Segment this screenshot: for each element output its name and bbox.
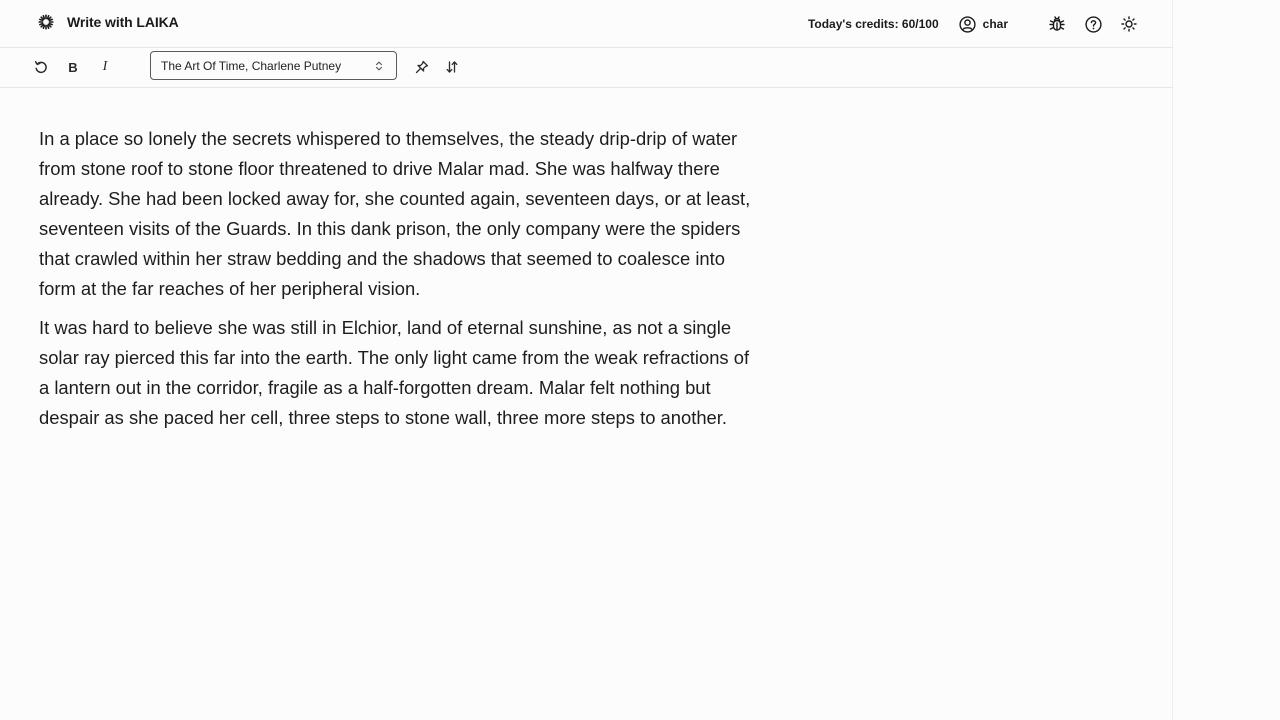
- credits-counter: Today's credits: 60/100: [807, 17, 939, 31]
- persona-select-value: The Art Of Time, Charlene Putney: [161, 58, 342, 73]
- top-bar: [0, 0, 1172, 48]
- undo-icon: [34, 60, 48, 74]
- user-menu[interactable]: [959, 16, 1008, 33]
- sort-arrows-icon: [445, 60, 459, 74]
- chevron-updown-icon: [374, 60, 384, 72]
- user-name: char: [982, 17, 1008, 31]
- brand[interactable]: [38, 14, 179, 30]
- bug-icon: [1048, 15, 1066, 33]
- panel-divider: [1172, 0, 1173, 720]
- pin-button[interactable]: [412, 58, 432, 76]
- bold-button[interactable]: B: [68, 59, 78, 75]
- help-circle-icon: [1085, 16, 1102, 33]
- app-title: Write with LAIKA: [67, 14, 179, 30]
- bug-report-button[interactable]: [1048, 15, 1066, 33]
- pin-icon: [415, 60, 429, 74]
- laika-sunburst-icon: [38, 14, 54, 30]
- italic-button[interactable]: I: [102, 59, 108, 74]
- sort-button[interactable]: [442, 58, 462, 76]
- paragraph-1[interactable]: In a place so lonely the secrets whispered to themselves, the steady drip-drip of water from stone roof to stone floor threatened to drive Malar mad. She was halfway there already. She had been locked away for, she counted again, seventeen days, or at least, seventeen visits of the Guards. In this dank prison, the only company were the spiders that crawled within her straw bedding and the shadows that seemed to coalesce into form at the far reaches of her peripheral vision.: [39, 128, 751, 299]
- theme-toggle-button[interactable]: [1120, 15, 1138, 33]
- paragraph-2[interactable]: It was hard to believe she was still in Elchior, land of eternal sunshine, as not a single solar ray pierced this far into the earth. The only light came from the weak refractions of a lantern out in the corridor, fragile as a half-forgotten dream. Malar felt nothing but despair as she paced her cell, three steps to stone wall, three more steps to another.: [39, 317, 750, 428]
- document-editor[interactable]: [39, 124, 759, 442]
- undo-button[interactable]: [31, 58, 51, 76]
- persona-select[interactable]: [150, 51, 397, 80]
- user-circle-icon: [959, 16, 976, 33]
- help-button[interactable]: [1084, 15, 1102, 33]
- sun-icon: [1121, 16, 1137, 32]
- header-actions: [808, 14, 1138, 34]
- editor-toolbar: [0, 48, 1172, 88]
